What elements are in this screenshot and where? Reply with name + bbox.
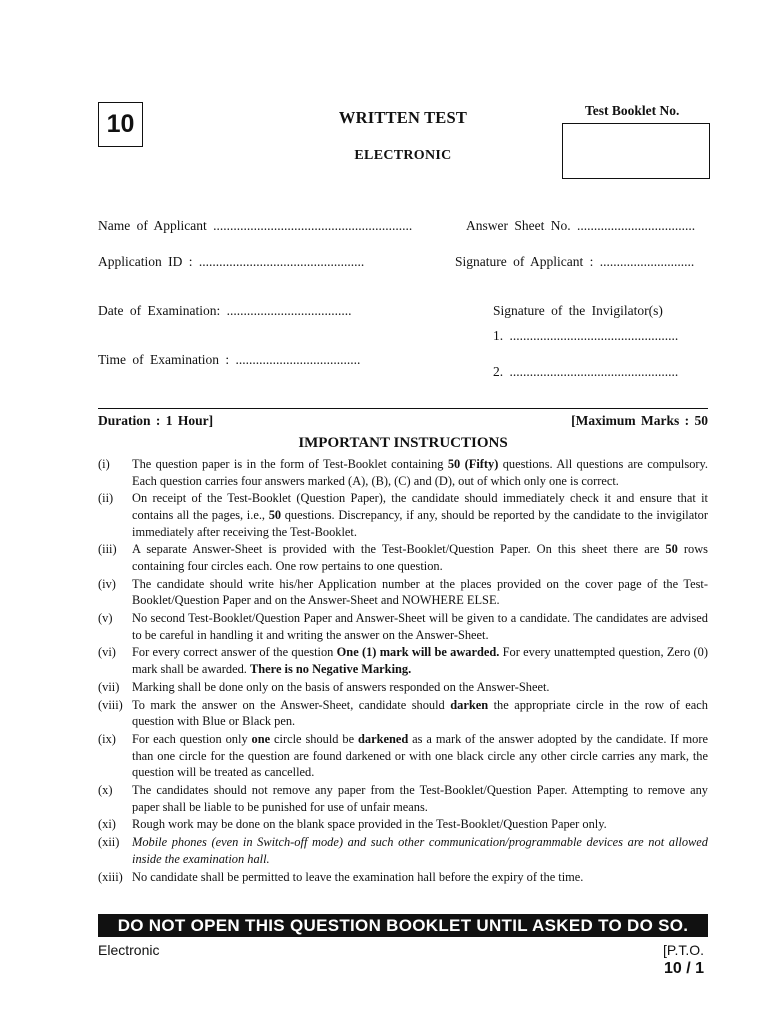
instruction-segment: darken [450, 697, 489, 712]
instruction-segment: 50 [665, 542, 678, 557]
test-booklet-label: Test Booklet No. [585, 103, 680, 118]
instruction-text [132, 731, 708, 781]
instruction-item [98, 834, 708, 867]
instruction-number: (vii) [98, 679, 120, 694]
instruction-segment: To mark the answer on the Answer-Sheet, candidate should [132, 697, 451, 712]
instruction-segment: There is no Negative Marking. [250, 662, 412, 677]
invigilator-1-line: 1. .................................................. [493, 328, 679, 343]
time-of-examination-field: Time of Examination : ..................................... [98, 352, 361, 367]
instruction-number: (iv) [98, 576, 116, 591]
page-subtitle: ELECTRONIC [354, 148, 452, 163]
instruction-segment: A separate Answer-Sheet is provided with the Test-Booklet/Question Paper. On this sheet there are [132, 542, 666, 557]
instruction-number: (x) [98, 782, 113, 797]
signature-of-applicant-field: Signature of Applicant : ............................ [455, 254, 695, 269]
instructions-list [98, 456, 708, 886]
test-booklet-number-box [562, 123, 710, 179]
footer-pto: [P.T.O. [663, 942, 704, 958]
instruction-text [132, 576, 708, 609]
instruction-text [132, 869, 708, 886]
instruction-segment: On receipt of the Test-Booklet (Question Paper), the candidate should immediately check it and ensure that it contains all the pages, i.e., [132, 491, 708, 522]
instruction-segment: For every unattempted question, Zero (0) mark shall be awarded. [132, 645, 708, 677]
instruction-text [132, 541, 708, 574]
instruction-segment: No candidate shall be permitted to leave the examination hall before the expiry of the time. [132, 869, 584, 884]
instruction-segment: one [251, 732, 271, 746]
instruction-segment: No second Test-Booklet/Question Paper and Answer-Sheet will be given to a candidate. The candidates are advised to be careful in handling it and writing the answer on the Answer-Sheet. [132, 611, 708, 642]
instruction-number: (viii) [98, 697, 123, 712]
instruction-segment: rows containing four circles each. One row pertains to one question. [132, 542, 708, 573]
instruction-segment: 50 (Fifty) [447, 457, 499, 471]
instruction-item [98, 869, 708, 886]
instruction-number: (iii) [98, 542, 117, 557]
instruction-segment: The question paper is in the form of Test-Booklet containing [132, 457, 448, 471]
instruction-text [132, 697, 708, 730]
instruction-segment: questions. Discrepancy, if any, should be reported by the candidate to the invigilator immediately after receiving the Test-Booklet. [132, 507, 708, 539]
instruction-segment: darkened [358, 732, 409, 746]
instruction-segment: the appropriate circle in the row of each question with Blue or Black pen. [132, 697, 709, 729]
instruction-segment: 50 [268, 507, 282, 522]
maximum-marks-label: [Maximum Marks : 50 [571, 413, 708, 428]
name-of-applicant-field: Name of Applicant ........................................................... [98, 218, 413, 233]
instruction-item [98, 541, 708, 574]
instruction-number: (ix) [98, 732, 116, 746]
instruction-segment: Marking shall be done only on the basis of answers responded on the Answer-Sheet. [132, 679, 550, 694]
instruction-segment: For every correct answer of the question [132, 645, 337, 660]
instruction-text [132, 834, 708, 867]
instruction-item [98, 456, 708, 489]
instruction-number: (v) [98, 611, 113, 626]
instruction-text [132, 610, 708, 643]
instruction-item [98, 816, 708, 833]
instruction-number: (xii) [98, 835, 120, 850]
instruction-number: (i) [98, 457, 110, 471]
instruction-segment: The candidate should write his/her Application number at the places provided on the cover page of the Test-Booklet/Question Paper and on the Answer-Sheet and NOWHERE ELSE. [132, 576, 708, 608]
instruction-text [132, 782, 708, 815]
duration-label: Duration : 1 Hour] [98, 413, 214, 428]
instruction-item [98, 490, 708, 540]
instruction-item [98, 576, 708, 609]
footer-subject: Electronic [98, 942, 160, 958]
instruction-text [132, 490, 708, 540]
instruction-number: (vi) [98, 645, 116, 660]
warning-banner: DO NOT OPEN THIS QUESTION BOOKLET UNTIL ASKED TO DO SO. [98, 914, 708, 937]
instruction-number: (xi) [98, 817, 116, 832]
instruction-segment: questions. All questions are compulsory. Each question carries four answers marked (A), (B), (C) and (D), out of which only one is correct. [132, 457, 708, 488]
instruction-item [98, 644, 708, 677]
date-of-examination-field: Date of Examination: ..................................... [98, 303, 352, 318]
instruction-text [132, 644, 708, 677]
instruction-segment: Rough work may be done on the blank space provided in the Test-Booklet/Question Paper only. [132, 817, 607, 832]
instruction-number: (xiii) [98, 869, 123, 884]
instruction-item [98, 782, 708, 815]
booklet-code: 10 [98, 102, 143, 147]
signature-of-invigilator-label: Signature of the Invigilator(s) [493, 303, 663, 318]
instruction-segment: The candidates should not remove any paper from the Test-Booklet/Question Paper. Attempting to remove any paper shall be liable to be punished for use of unfair means. [132, 782, 708, 814]
invigilator-2-line: 2. .................................................. [493, 364, 679, 379]
instruction-text [132, 456, 708, 489]
instruction-segment: Mobile phones (even in Switch-off mode) and such other communication/programmable devices are not allowed inside the examination hall. [132, 835, 708, 866]
instruction-item [98, 610, 708, 643]
instruction-item [98, 679, 708, 696]
application-id-field: Application ID : ................................................. [98, 254, 365, 269]
instruction-segment: For each question only [132, 732, 252, 746]
instruction-text [132, 816, 708, 833]
instructions-heading: IMPORTANT INSTRUCTIONS [298, 435, 508, 451]
answer-sheet-no-field: Answer Sheet No. ................................... [466, 218, 696, 233]
page-title: WRITTEN TEST [338, 108, 468, 127]
divider-line [98, 408, 708, 409]
instruction-item [98, 697, 708, 730]
instruction-item [98, 731, 708, 781]
instruction-text [132, 679, 708, 696]
instruction-number: (ii) [98, 491, 114, 506]
instruction-segment: circle should be [270, 732, 359, 746]
instruction-segment: as a mark of the answer adopted by the candidate. If more than one circle for the question are found darkened or with one black circle any other circle carries any mark, the question will be treated as cancelled. [132, 732, 708, 780]
instruction-segment: One (1) mark will be awarded. [336, 645, 500, 660]
page-number: 10 / 1 [663, 960, 704, 977]
